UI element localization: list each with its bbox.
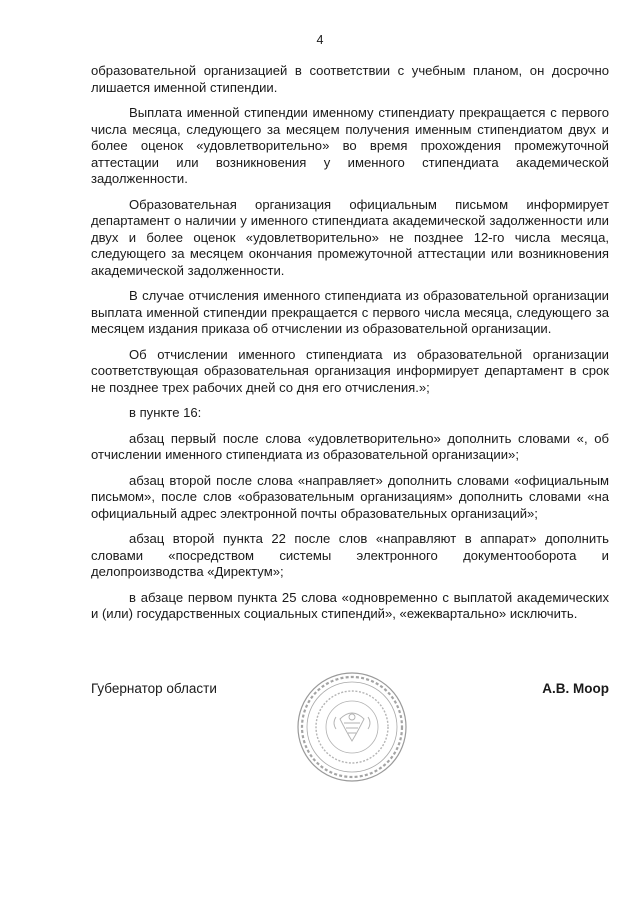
- official-seal: [296, 671, 408, 783]
- paragraph: абзац первый после слова «удовлетворительно» дополнить словами «, об отчислении именного стипендиата из образовательной организации»;: [91, 430, 609, 462]
- signer-title: Губернатор области: [91, 681, 217, 696]
- signer-name: А.В. Моор: [542, 681, 609, 696]
- paragraph: образовательной организацией в соответствии с учебным планом, он досрочно лишается именной стипендии.: [91, 63, 609, 95]
- paragraph: в абзаце первом пункта 25 слова «одновременно с выплатой академических и (или) государственных социальных стипендий», «ежеквартально» исключить.: [91, 589, 609, 621]
- seal-inner-text: [316, 691, 388, 763]
- seal-emblem: [334, 713, 370, 741]
- paragraph: в пункте 16:: [129, 405, 202, 420]
- paragraph: абзац второй пункта 22 после слов «направляют в аппарат» дополнить словами «посредством системы электронного документооборота и делопроизводства «Директум»;: [91, 531, 609, 579]
- seal-inner-ring: [307, 682, 397, 772]
- seal-outer-ring: [298, 673, 406, 781]
- seal-center-ring: [326, 701, 378, 753]
- paragraph: Выплата именной стипендии именному стипендиату прекращается с первого числа месяца, следующего за месяцем получения именным стипендиатом двух и более оценок «удовлетворительно» во время прохождения промежуточной аттестации или возникновения у именного стипендиата академической задолженности.: [91, 105, 609, 186]
- paragraph: В случае отчисления именного стипендиата из образовательной организации выплата именной стипендии прекращается с первого числа месяца, следующего за месяцем издания приказа об отчислении из образовательной организации.: [91, 288, 609, 336]
- document-body: [91, 63, 609, 632]
- paragraph: Об отчислении именного стипендиата из образовательной организации соответствующая образовательная организация информирует департамент в срок не позднее трех рабочих дней со дня его отчисления.»;: [91, 346, 609, 395]
- seal-text-ring: [302, 677, 402, 777]
- paragraph: Образовательная организация официальным письмом информирует департамент о наличии у именного стипендиата академической задолженности или двух и более оценок «удовлетворительно» не позднее 12-го числа месяца, следующего за месяцем окончания промежуточной аттестации или возникновения академической задолженности.: [91, 196, 609, 278]
- page-number: 4: [316, 33, 324, 47]
- paragraph: абзац второй после слова «направляет» дополнить словами «официальным письмом», после слов «образовательным организациям» дополнить словами «на официальный адрес электронной почты образовательных организаций»;: [91, 472, 609, 521]
